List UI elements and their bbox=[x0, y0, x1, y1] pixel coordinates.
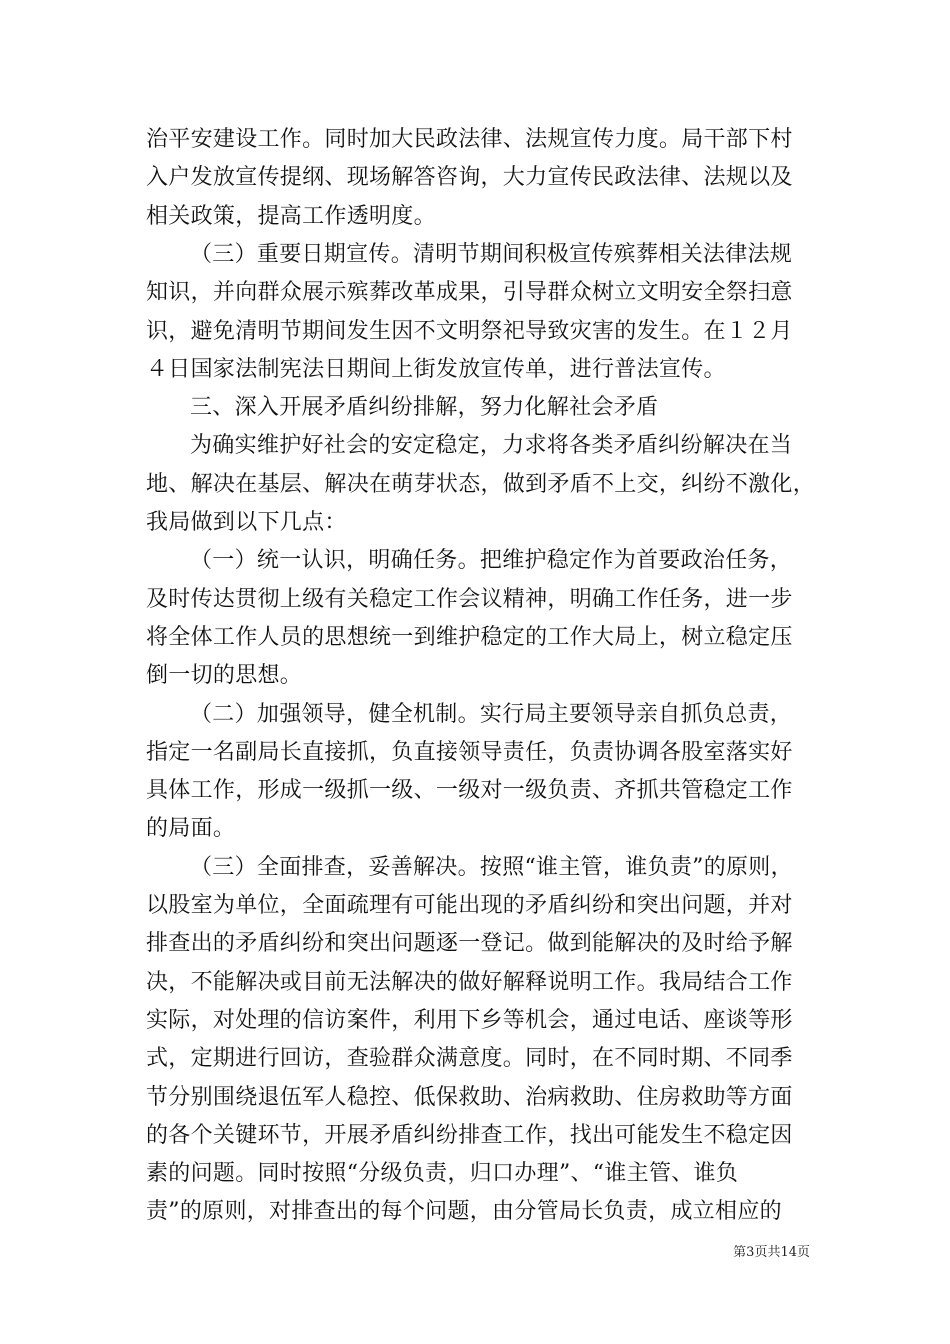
text-line: 的各个关键环节，开展矛盾纠纷排查工作，找出可能发生不稳定因 bbox=[146, 1122, 793, 1148]
text-line: ４日国家法制宪法日期间上街发放宣传单，进行普法宣传。 bbox=[146, 356, 726, 382]
text-line: 素的问题。同时按照“分级负责，归口办理”、“谁主管、谁负 bbox=[146, 1161, 739, 1187]
text-line: 实际，对处理的信访案件，利用下乡等机会，通过电话、座谈等形 bbox=[146, 1007, 793, 1033]
text-line: （三）全面排查，妥善解决。按照“谁主管，谁负责”的原则， bbox=[190, 854, 793, 880]
text-line: 识，避免清明节期间发生因不文明祭祀导致灾害的发生。在１２月 bbox=[146, 318, 793, 344]
text-line: （二）加强领导，健全机制。实行局主要领导亲自抓负总责， bbox=[190, 701, 793, 727]
text-line: 排查出的矛盾纠纷和突出问题逐一登记。做到能解决的及时给予解 bbox=[146, 931, 793, 957]
text-line: 节分别围绕退伍军人稳控、低保救助、治病救助、住房救助等方面 bbox=[146, 1084, 793, 1110]
text-line: 决，不能解决或目前无法解决的做好解释说明工作。我局结合工作 bbox=[146, 969, 793, 995]
text-line: 倒一切的思想。 bbox=[146, 663, 303, 689]
text-line: 具体工作，形成一级抓一级、一级对一级负责、齐抓共管稳定工作 bbox=[146, 778, 793, 804]
text-line: 三、深入开展矛盾纠纷排解，努力化解社会矛盾 bbox=[190, 395, 659, 421]
page-number: 第3页共14页 bbox=[733, 1245, 810, 1260]
text-line: （三）重要日期宣传。清明节期间积极宣传殡葬相关法律法规 bbox=[190, 241, 793, 267]
text-line: 相关政策，提高工作透明度。 bbox=[146, 203, 436, 229]
text-line: 治平安建设工作。同时加大民政法律、法规宣传力度。局干部下村 bbox=[146, 127, 793, 152]
text-line: 知识，并向群众展示殡葬改革成果，引导群众树立文明安全祭扫意 bbox=[146, 280, 793, 306]
text-line: 责”的原则，对排查出的每个问题，由分管局长负责，成立相应的 bbox=[146, 1199, 782, 1225]
text-line: 以股室为单位，全面疏理有可能出现的矛盾纠纷和突出问题，并对 bbox=[146, 893, 793, 918]
text-line: 地、解决在基层、解决在萌芽状态，做到矛盾不上交，纠纷不激化， bbox=[146, 471, 816, 497]
text-line: （一）统一认识，明确任务。把维护稳定作为首要政治任务， bbox=[190, 548, 793, 574]
text-line: 为确实维护好社会的安定稳定，力求将各类矛盾纠纷解决在当 bbox=[190, 433, 793, 459]
text-line: 入户发放宣传提纲、现场解答咨询，大力宣传民政法律、法规以及 bbox=[146, 165, 793, 191]
text-line: 将全体工作人员的思想统一到维护稳定的工作大局上，树立稳定压 bbox=[146, 624, 793, 650]
text-line: 的局面。 bbox=[146, 816, 236, 842]
text-line: 指定一名副局长直接抓，负直接领导责任，负责协调各股室落实好 bbox=[146, 739, 793, 765]
text-line: 及时传达贯彻上级有关稳定工作会议精神，明确工作任务，进一步 bbox=[146, 586, 793, 612]
text-line: 式，定期进行回访，查验群众满意度。同时，在不同时期、不同季 bbox=[146, 1046, 793, 1072]
text-line: 我局做到以下几点： bbox=[146, 510, 347, 535]
